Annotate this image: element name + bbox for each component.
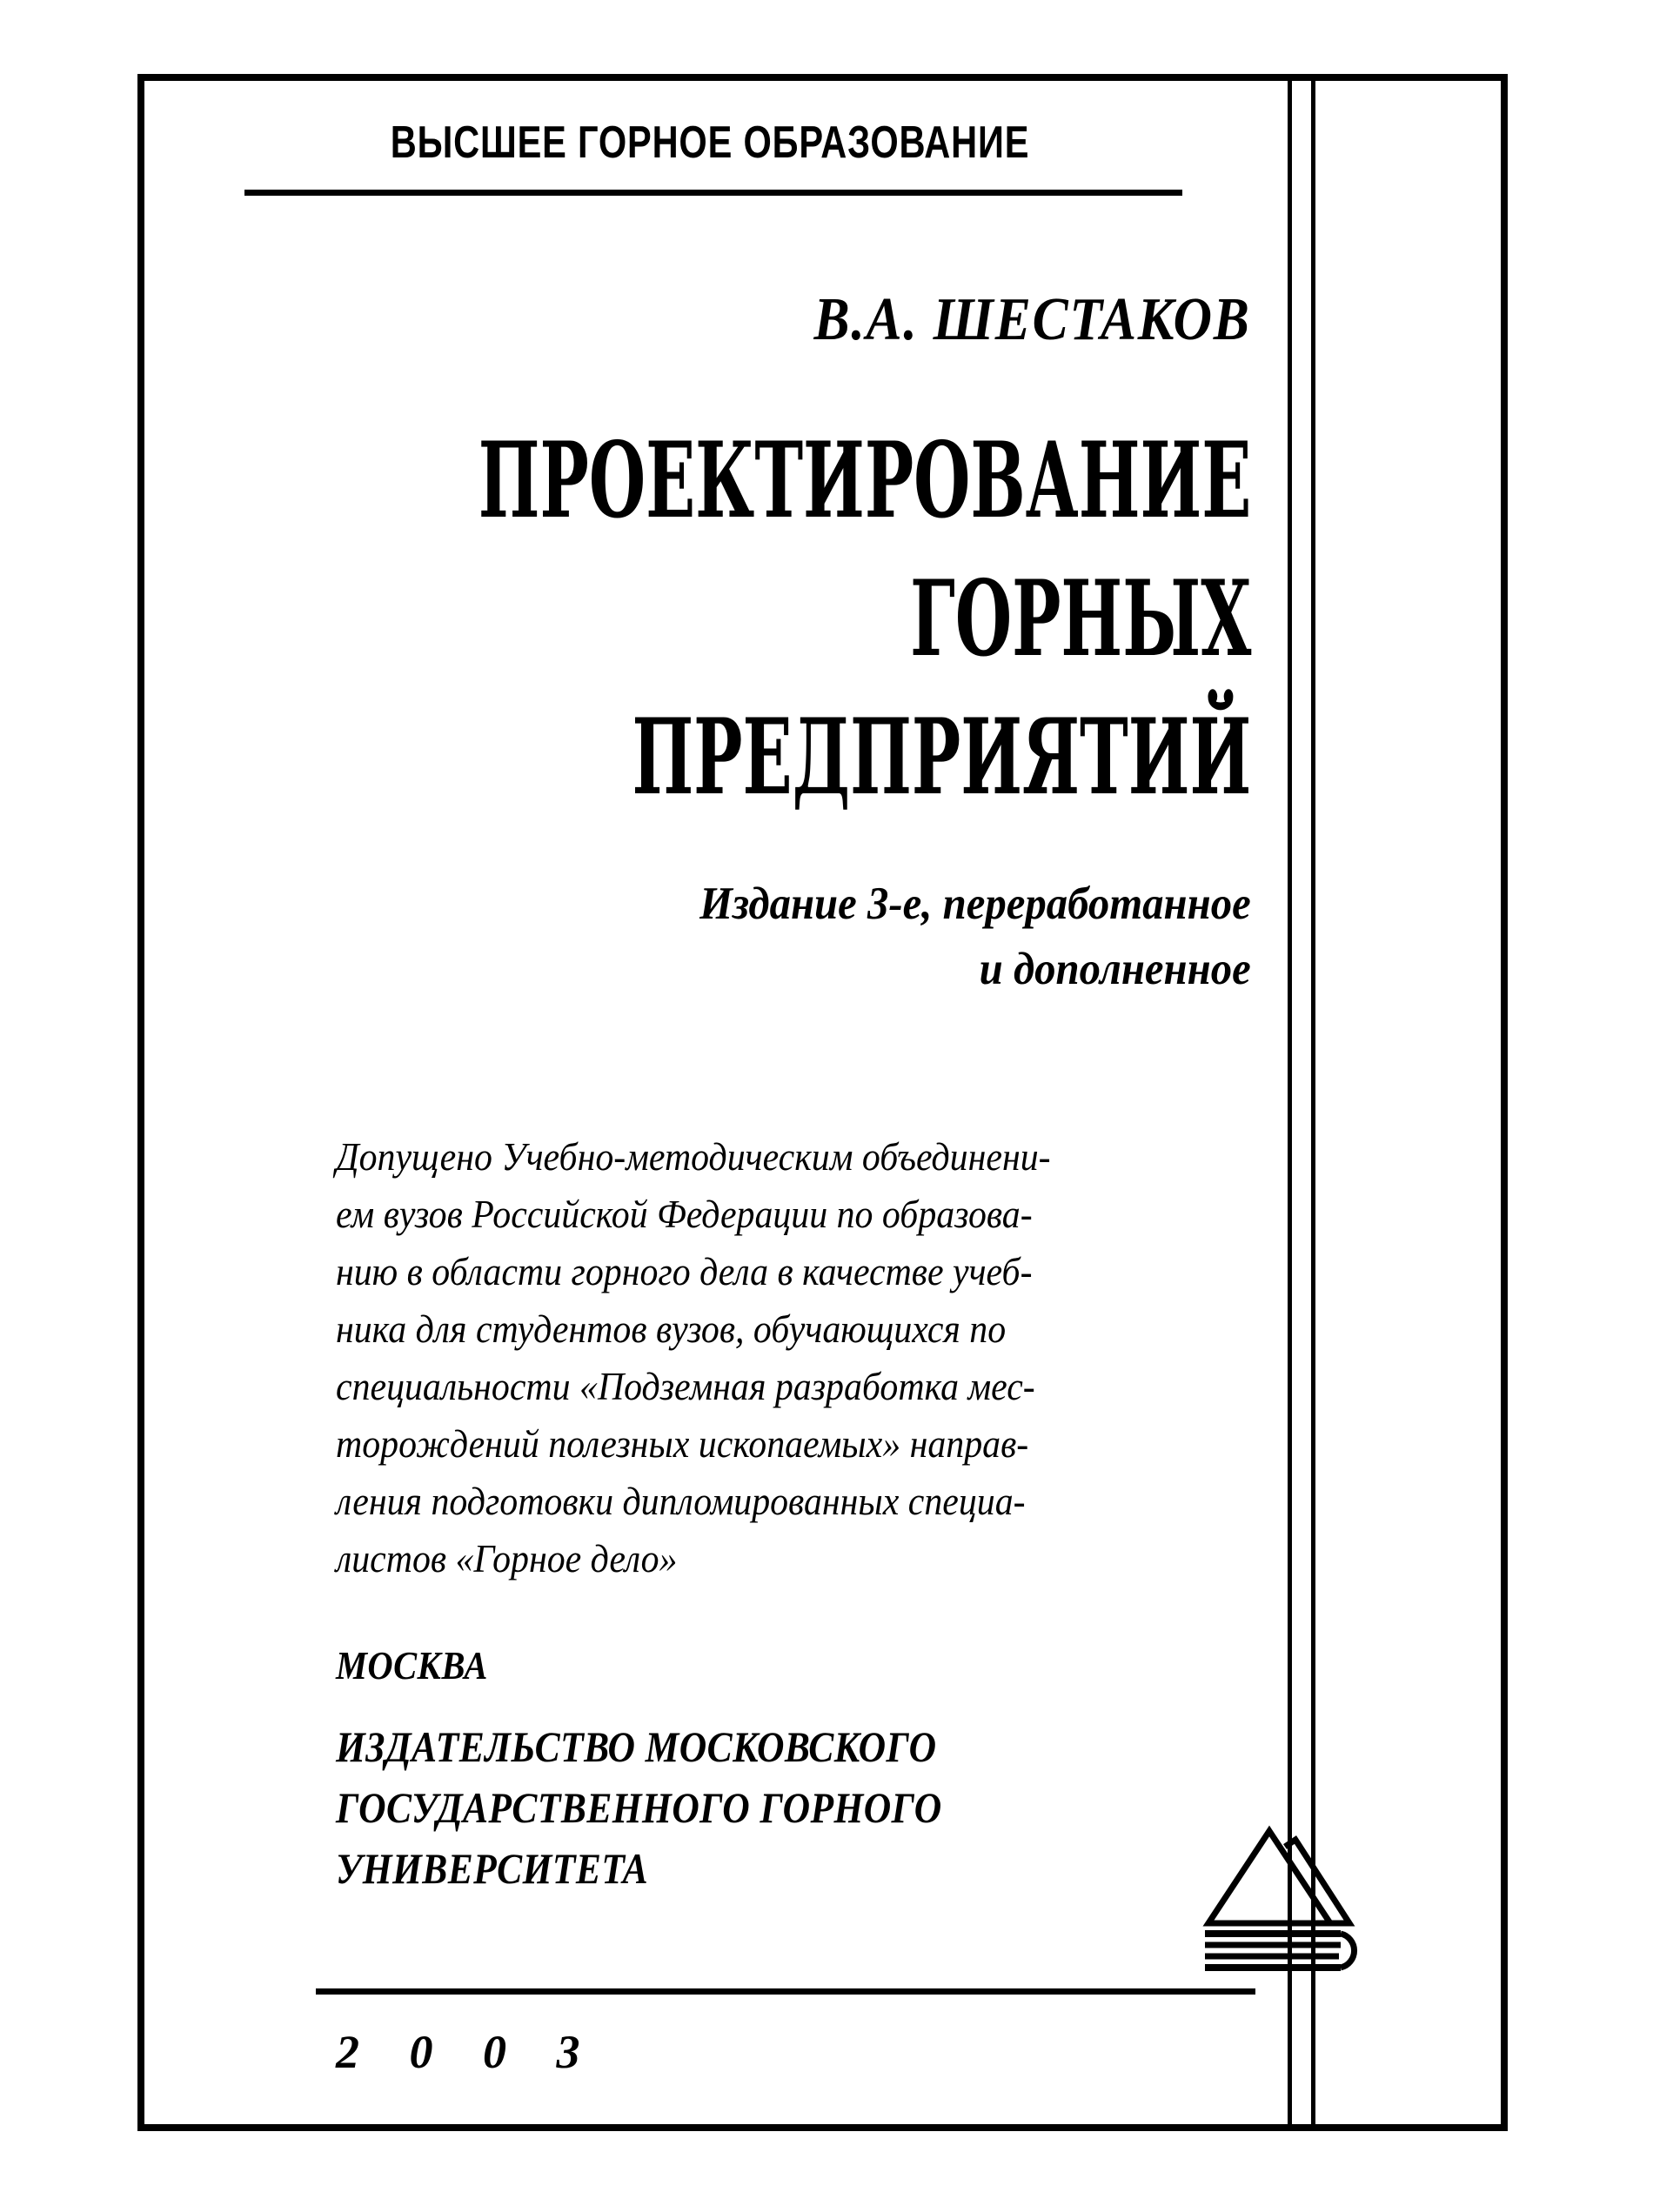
- book-title-line-1: ПРОЕКТИРОВАНИЕ: [478, 419, 1251, 542]
- author-name: В.А. ШЕСТАКОВ: [813, 286, 1251, 353]
- series-title: ВЫСШЕЕ ГОРНОЕ ОБРАЗОВАНИЕ: [390, 117, 1030, 168]
- book-icon: [1205, 1934, 1355, 1968]
- approval-line-8: листов «Горное дело»: [336, 1537, 678, 1580]
- book-title-line-2: ГОРНЫХ: [909, 558, 1251, 680]
- mountain-secondary-peak-icon: [1285, 1840, 1349, 1923]
- publication-year: 2 0 0 3: [336, 2026, 599, 2078]
- title-page-content: [144, 81, 1288, 2124]
- publisher-name: [336, 1722, 1033, 1893]
- title-page-frame: [137, 74, 1508, 2131]
- approval-line-3: нию в области горного дела в качестве учеб-: [336, 1250, 1033, 1293]
- approval-line-5: специальности «Подземная разработка мес-: [336, 1365, 1035, 1408]
- series-divider-rule: [244, 190, 1182, 196]
- approval-line-4: ника для студентов вузов, обучающихся по: [336, 1307, 1007, 1351]
- year-divider-rule: [316, 1988, 1255, 1995]
- book-title: [147, 419, 1251, 819]
- publisher-line-3: УНИВЕРСИТЕТА: [336, 1844, 649, 1893]
- publication-city: МОСКВА: [336, 1643, 488, 1687]
- approval-statement: [336, 1135, 1254, 1580]
- right-vertical-rule-outer: [1311, 81, 1315, 2124]
- publisher-line-1: ИЗДАТЕЛЬСТВО МОСКОВСКОГО: [336, 1722, 937, 1771]
- approval-line-2: ем вузов Российской Федерации по образова-: [336, 1193, 1033, 1236]
- mountain-and-book-logo: [1201, 1812, 1389, 1990]
- series-header: [210, 117, 1210, 196]
- book-title-line-3: ПРЕДПРИЯТИЙ: [632, 696, 1251, 819]
- publisher-line-2: ГОСУДАРСТВЕННОГО ГОРНОГО: [336, 1783, 942, 1832]
- approval-line-7: ления подготовки дипломированных специа-: [336, 1480, 1026, 1523]
- right-vertical-rule-inner: [1288, 81, 1292, 2124]
- approval-line-6: торождений полезных ископаемых» направ-: [336, 1422, 1029, 1466]
- edition-note: [652, 881, 1251, 992]
- edition-note-line-1: Издание 3-е, переработанное: [699, 879, 1251, 929]
- approval-line-1: Допущено Учебно-методическим объединени-: [336, 1135, 1051, 1179]
- edition-note-line-2: и дополненное: [979, 944, 1251, 994]
